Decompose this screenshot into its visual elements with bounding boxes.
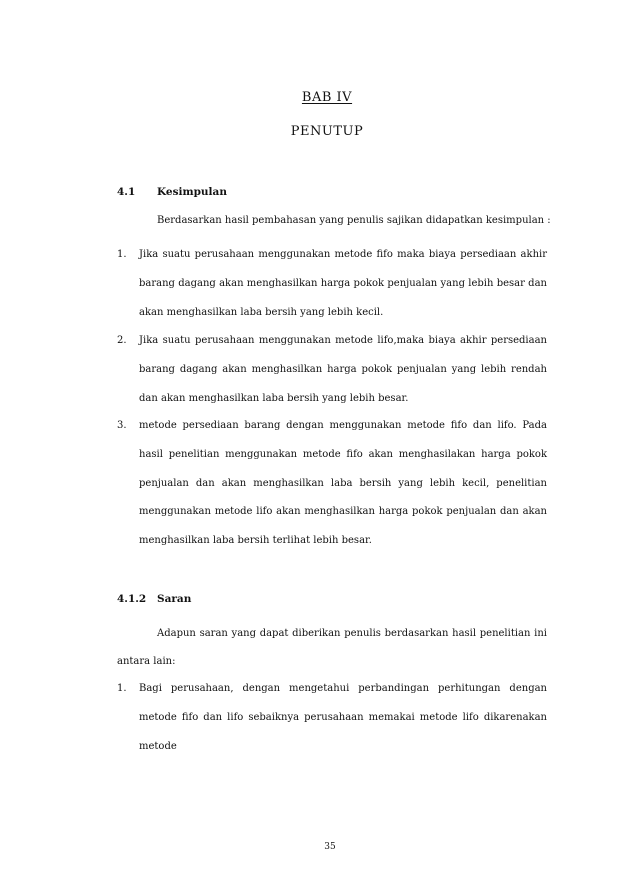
list-item-number: 2. — [117, 335, 127, 346]
list-item-number: 1. — [117, 683, 127, 694]
list-item-text: Jika suatu perusahaan menggunakan metode fifo maka biaya persediaan akhir barang dagang akan menghasilkan harga pokok penjualan yang lebih besar dan akan menghasilkan laba bersih yang lebih kecil. — [139, 249, 547, 318]
section-title: Saran — [157, 593, 192, 605]
chapter-title: PENUTUP — [290, 124, 364, 139]
list-item-number: 1. — [117, 249, 127, 260]
section-number: 4.1.2 — [117, 593, 147, 605]
list-item-text: Bagi perusahaan, dengan mengetahui perbandingan perhitungan dengan metode fifo dan lifo sebaiknya perusahaan memakai metode lifo dikarenakan metode — [139, 683, 547, 752]
list-item — [117, 241, 547, 327]
page-number: 35 — [324, 842, 336, 852]
section-number: 4.1 — [117, 186, 136, 198]
list-item-number: 3. — [117, 420, 127, 431]
suggestion-intro: Adapun saran yang dapat diberikan penulis berdasarkan hasil penelitian ini antara lain: — [117, 628, 547, 667]
list-item — [117, 327, 547, 413]
list-item — [117, 675, 547, 761]
section-title: Kesimpulan — [157, 186, 227, 198]
list-item-text: Jika suatu perusahaan menggunakan metode lifo,maka biaya akhir persediaan barang dagang akan menghasilkan harga pokok penjualan yang lebih rendah dan akan menghasilkan laba bersih yang lebih besar. — [139, 335, 547, 404]
conclusion-intro: Berdasarkan hasil pembahasan yang penulis sajikan didapatkan kesimpulan : — [157, 215, 551, 226]
list-item — [117, 412, 547, 556]
chapter-label: BAB IV — [301, 90, 353, 105]
list-item-text: metode persediaan barang dengan menggunakan metode fifo dan lifo. Pada hasil penelitian menggunakan metode fifo akan menghasilakan harga pokok penjualan dan akan menghasilkan laba bersih yang lebih kecil, penelitian menggunakan metode lifo akan menghasilkan harga pokok penjualan dan akan menghasilkan laba bersih terlihat lebih besar. — [139, 420, 547, 547]
